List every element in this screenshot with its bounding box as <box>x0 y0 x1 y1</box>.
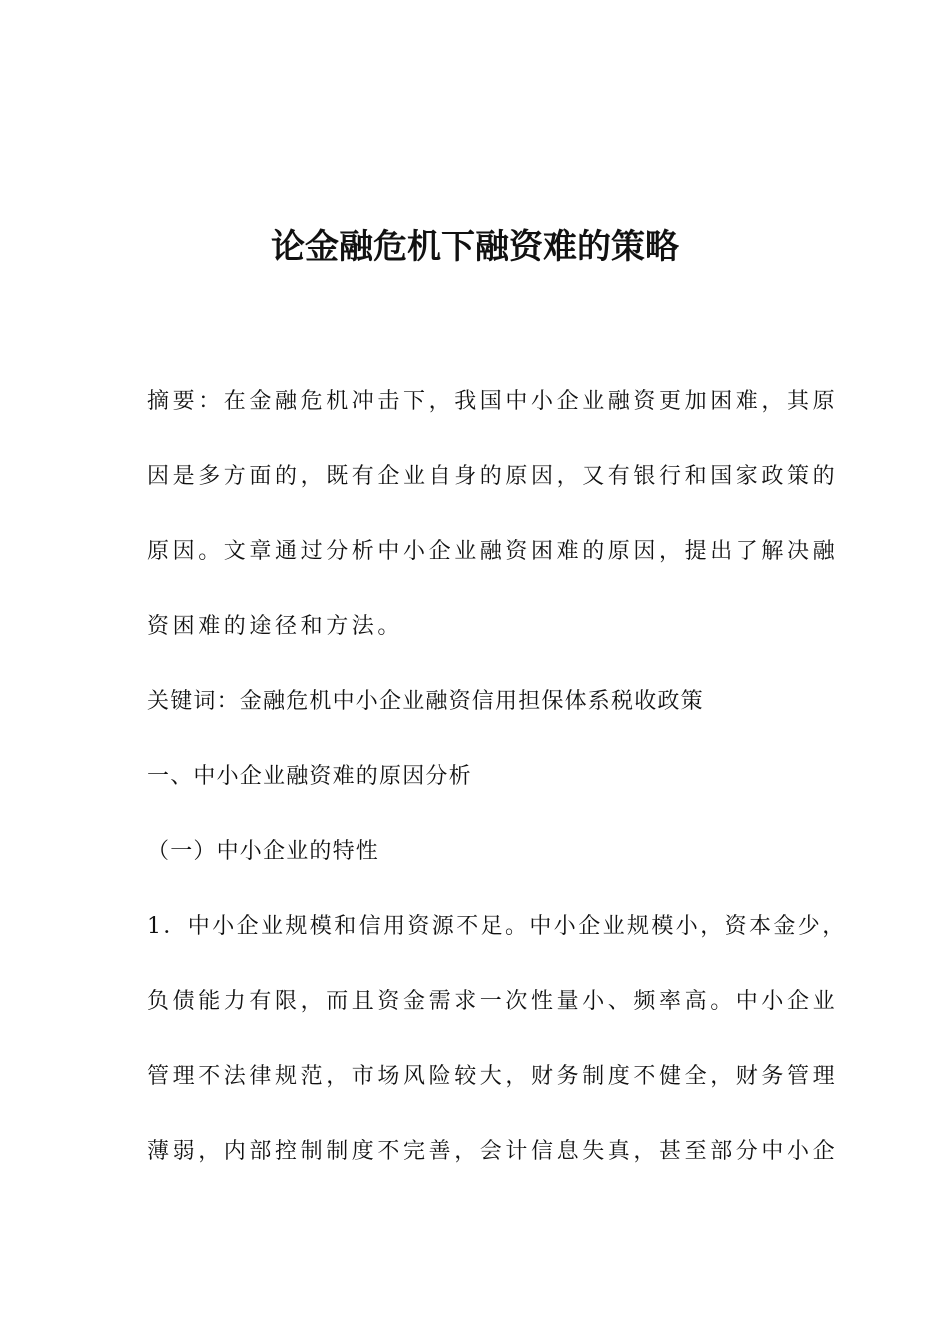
abstract-line-1: 摘要：在金融危机冲击下，我国中小企业融资更加困难，其原 <box>147 389 839 414</box>
body-line-3: 管理不法律规范，市场风险较大，财务制度不健全，财务管理 <box>147 1064 839 1089</box>
abstract-line-2: 因是多方面的，既有企业自身的原因，又有银行和国家政策的 <box>147 464 839 489</box>
body-line-4: 薄弱，内部控制制度不完善，会计信息失真，甚至部分中小企 <box>147 1139 839 1164</box>
subsection-heading-1: （一）中小企业的特性 <box>147 839 380 864</box>
body-line-1: 1．中小企业规模和信用资源不足。中小企业规模小，资本金少， <box>147 914 847 939</box>
abstract-line-4: 资困难的途径和方法。 <box>147 614 404 639</box>
document-title: 论金融危机下融资难的策略 <box>271 227 679 267</box>
body-line-2: 负债能力有限，而且资金需求一次性量小、频率高。中小企业 <box>147 989 839 1014</box>
abstract-line-3: 原因。文章通过分析中小企业融资困难的原因，提出了解决融 <box>147 539 839 564</box>
keywords-line: 关键词：金融危机中小企业融资信用担保体系税收政策 <box>147 689 704 714</box>
section-heading-1: 一、中小企业融资难的原因分析 <box>147 764 472 789</box>
